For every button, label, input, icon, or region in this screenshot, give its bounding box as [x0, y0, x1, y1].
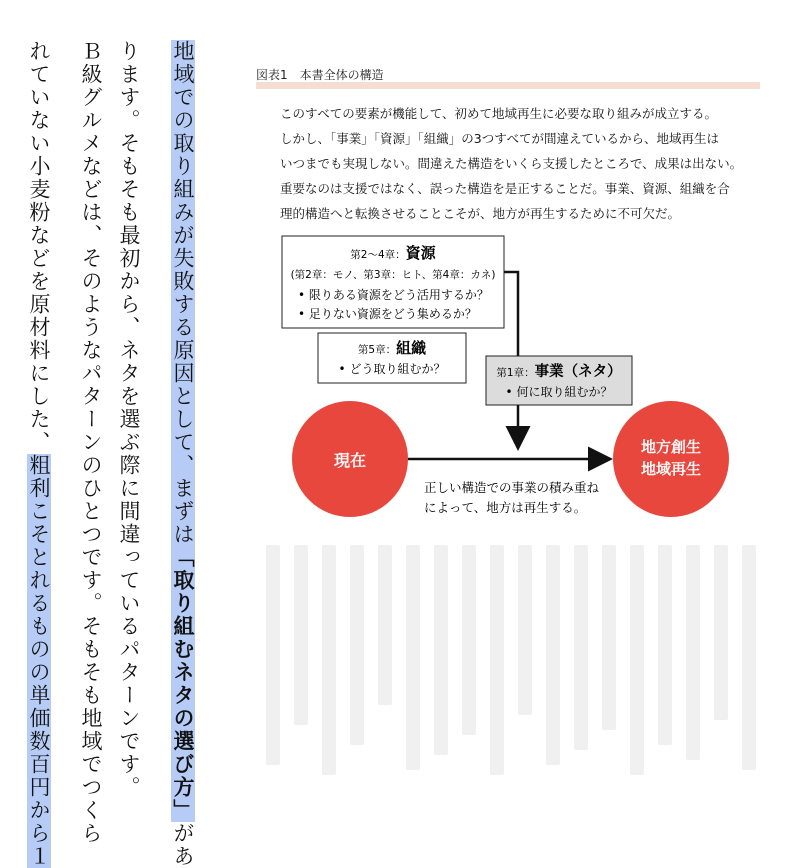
now-label: 現在 [333, 451, 367, 470]
goal-label-2: 地域再生 [640, 460, 702, 478]
resources-bullet-2: • 足りない資源をどう集めるか？ [298, 307, 477, 321]
organization-name: 組織 [396, 339, 427, 357]
paragraph-line: しかし、「事業」「資源」「組織」の3つすべてが間違えているから、地域再生は [280, 131, 719, 146]
figure-title: 図表1 本書全体の構造 [256, 68, 384, 82]
resources-chapter: 第2〜4章： [350, 249, 406, 261]
bleed-through-texture [256, 545, 760, 780]
caption-line-1: 正しい構造での事業の積み重ね [424, 480, 600, 495]
text-column-3: Ｂ級グルメなどは、そのようなパターンのひとつです。そもそも地域でつくら [79, 40, 103, 845]
organization-bullet: • どう取り組むか？ [338, 362, 446, 376]
highlighted-text: 地域での取り組みが失敗する原因として、まずは [171, 40, 195, 546]
paragraph-line: 重要なのは支援ではなく、誤った構造を是正することだ。事業、資源、組織を合 [280, 181, 730, 196]
highlighted-bold-text: 「取り組むネタの選び方」 [171, 546, 195, 822]
resources-name: 資源 [405, 244, 436, 262]
connector-line [504, 272, 518, 356]
paragraph-line: 理的構造へと転換させることこそが、地方が再生するために不可欠だ。 [280, 206, 681, 221]
organization-chapter: 第5章： [357, 344, 397, 356]
paragraph-line: このすべての要素が機能して、初めて地域再生に必要な取り組みが成立する。 [280, 106, 718, 121]
resources-bullet-1: • 限りある資源をどう活用するか？ [298, 288, 489, 302]
business-name: 事業（ネタ） [534, 364, 622, 380]
text-run: れていない小麦粉などを原材料にした、 [27, 40, 51, 454]
goal-circle [613, 401, 729, 517]
goal-label-1: 地方創生 [640, 438, 702, 456]
caption-line-2: によって、地方は再生する。 [424, 500, 587, 515]
business-chapter: 第1章： [496, 367, 535, 379]
text-run: があ [171, 822, 195, 868]
resources-sub: (第2章：モノ、第3章：ヒト、第4章：カネ) [290, 269, 496, 281]
business-bullet: • 何に取り組むか？ [505, 385, 613, 399]
paragraph-line: いつまでも実現しない。間違えた構造をいくら支援したところで、成果は出ない。 [280, 156, 743, 171]
highlighted-text: 粗利こそとれるものの単価数百円から１ [27, 454, 51, 868]
text-column-2: ります。そもそも最初から、ネタを選ぶ際に間違っているパターンです。 [117, 40, 141, 799]
